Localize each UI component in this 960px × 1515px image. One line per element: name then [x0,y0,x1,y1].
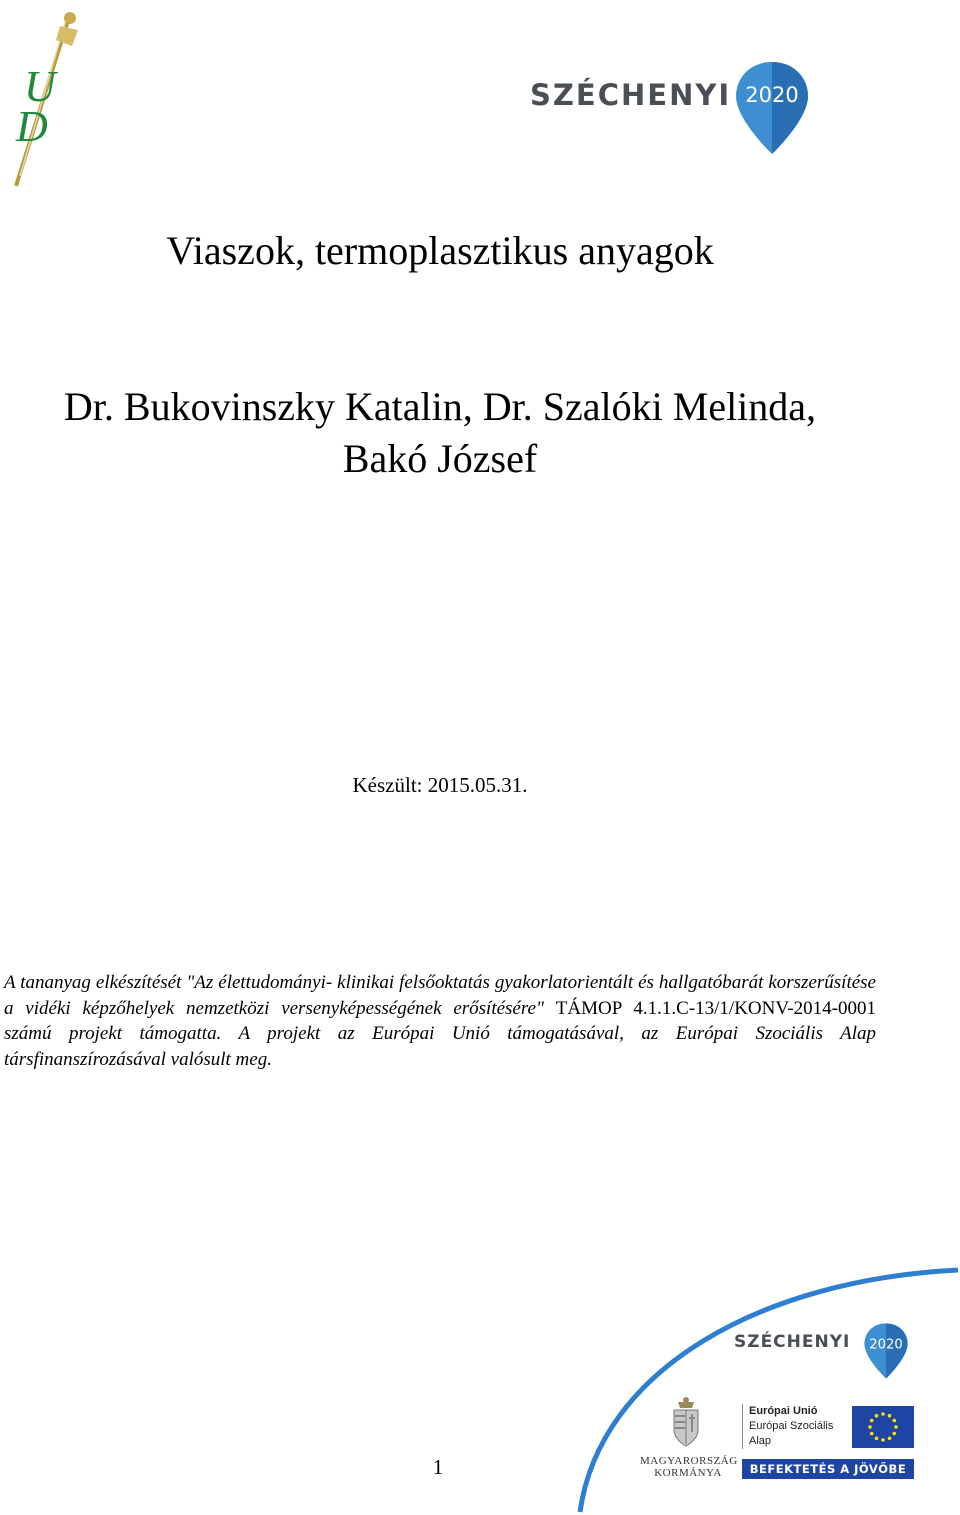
kormany-line-1: MAGYARORSZÁG [640,1455,738,1467]
eu-line-3: Alap [749,1435,772,1447]
eu-flag-icon [852,1406,914,1448]
authors-line-2: Bakó József [342,436,538,481]
ud-letter-d: D [16,102,48,151]
funding-text-1: A tananyag elkészítését "Az élettudományi- klinikai felsőoktatás gyakorlatorientált és hallgatóbarát korszerűsítése a vidéki képzőhelyek nemzetközi versenyképességének erősítésére" [4,972,876,1019]
ud-letter-u: U [24,62,56,111]
document-title: Viaszok, termoplasztikus anyagok [166,228,714,273]
szechenyi-year-small: 2020 [869,1337,903,1353]
szechenyi-2020-logo-top [526,58,816,158]
university-logo [8,6,78,190]
authors [0,381,880,485]
funding-statement [4,970,876,1072]
creation-date: Készült: 2015.05.31. [352,773,528,797]
befektetes-banner: BEFEKTETÉS A JÖVŐBE [742,1459,914,1479]
szechenyi-wordmark: SZÉCHENYI [530,78,732,112]
page-number: 1 [432,1455,444,1479]
szechenyi-2020-logo-bottom [732,1320,912,1382]
eu-line-2: Európai Szociális [749,1420,834,1432]
authors-line-1: Dr. Bukovinszky Katalin, Dr. Szalóki Melinda, [63,384,817,429]
eu-line-1: Európai Unió [749,1405,818,1417]
government-logo-text [640,1455,736,1479]
szechenyi-wordmark-small: SZÉCHENYI [734,1332,851,1352]
coat-of-arms-icon [668,1396,704,1450]
szechenyi-year: 2020 [745,83,799,107]
eu-logo-text [742,1404,859,1449]
project-code: TÁMOP 4.1.1.C-13/1/KONV-2014-0001 [555,997,877,1019]
map-pin-icon-small [862,1320,910,1382]
kormany-line-2: KORMÁNYA [654,1467,722,1479]
map-pin-icon [732,58,812,158]
funding-text-2: számú projekt támogatta. A projekt az Európai Unió támogatásával, az Európai Szociális Alap társfinanszírozásával valósult meg. [4,1023,876,1070]
